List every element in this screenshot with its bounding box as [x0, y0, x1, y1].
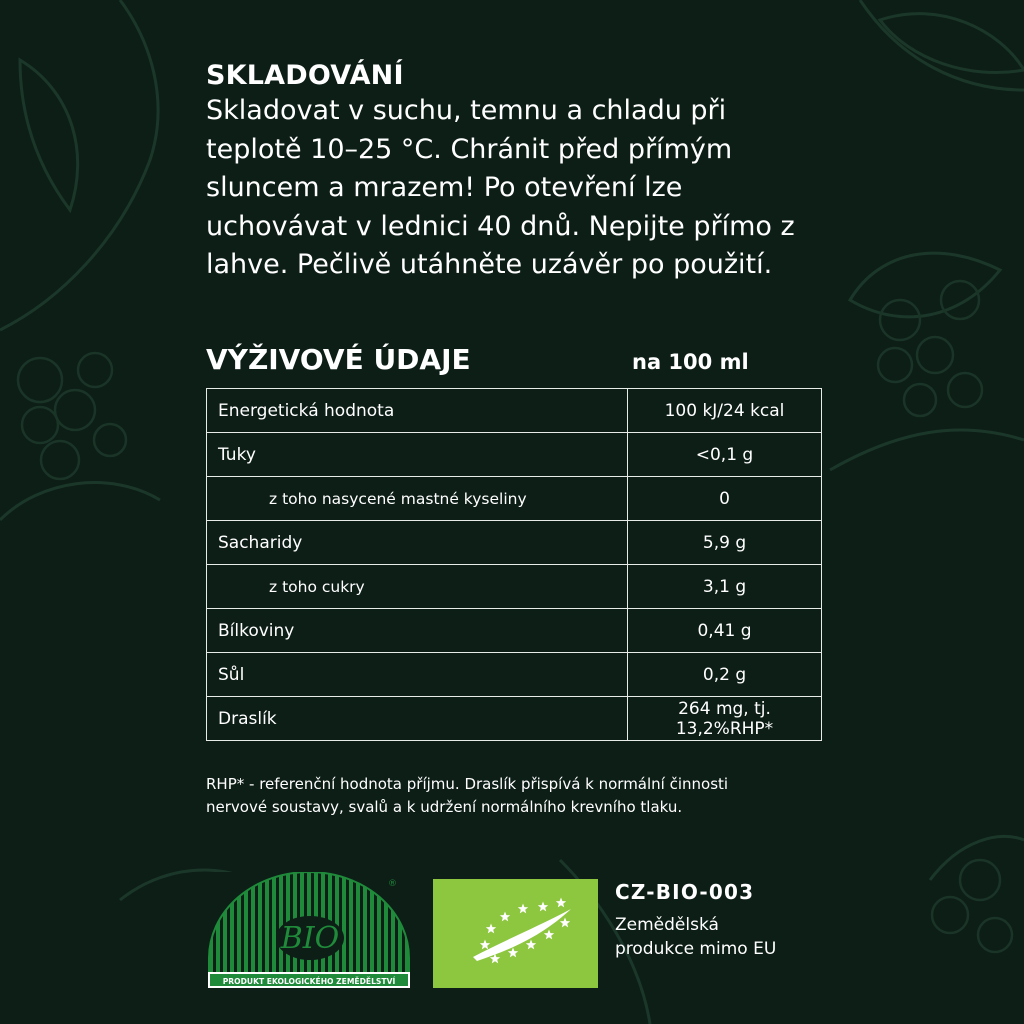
table-row — [207, 389, 822, 433]
nutrient-name: Sůl — [207, 653, 628, 697]
nutrient-value: 3,1 g — [628, 565, 822, 609]
eu-star-icon — [508, 948, 518, 958]
nutrient-name: Tuky — [207, 433, 628, 477]
nutrient-value: 0,2 g — [628, 653, 822, 697]
bio-logo-script: BIO — [280, 921, 340, 956]
origin-line-2: produkce mimo EU — [615, 939, 777, 959]
origin-line-1: Zemědělská — [615, 915, 719, 935]
eu-organic-logo — [433, 879, 598, 988]
nutrient-value: 0 — [628, 477, 822, 521]
table-row — [207, 565, 822, 609]
nutrient-value: 100 kJ/24 kcal — [628, 389, 822, 433]
storage-title: SKLADOVÁNÍ — [206, 60, 404, 91]
czech-bio-logo — [206, 872, 412, 990]
table-row — [207, 697, 822, 741]
nutrient-value: 0,41 g — [628, 609, 822, 653]
eu-star-icon — [480, 940, 490, 950]
storage-text: Skladovat v suchu, temnu a chladu při teplotě 10–25 °C. Chránit před přímým sluncem a mrazem! Po otevření lze uchovávat v lednici 40 dnů. Nepijte přímo z lahve. Pečlivě utáhněte uzávěr po použití. — [206, 95, 795, 280]
table-row — [207, 433, 822, 477]
eu-star-icon — [526, 940, 536, 950]
eu-star-icon — [518, 904, 528, 914]
footnote-line-2: nervové soustavy, svalů a k udržení normálního krevního tlaku. — [206, 798, 683, 816]
nutrient-name: Bílkoviny — [207, 609, 628, 653]
rhp-footnote — [206, 773, 846, 819]
eu-star-icon — [500, 912, 510, 922]
nutrient-value: 264 mg, tj. 13,2%RHP* — [628, 697, 822, 741]
table-row — [207, 653, 822, 697]
per-100ml-label: na 100 ml — [632, 350, 749, 374]
nutrient-value: 5,9 g — [628, 521, 822, 565]
table-row — [207, 521, 822, 565]
eu-star-icon — [556, 898, 566, 908]
nutrition-title: VÝŽIVOVÉ ÚDAJE — [206, 343, 471, 376]
nutrient-name: Energetická hodnota — [207, 389, 628, 433]
nutrient-name: z toho cukry — [207, 565, 628, 609]
certification-code: CZ-BIO-003 — [615, 880, 755, 904]
eu-star-icon — [538, 902, 548, 912]
svg-text:®: ® — [388, 879, 397, 889]
footnote-line-1: RHP* - referenční hodnota příjmu. Draslík přispívá k normální činnosti — [206, 775, 729, 793]
nutrition-table — [206, 388, 822, 741]
eu-star-icon — [544, 930, 554, 940]
bio-logo-text: PRODUKT EKOLOGICKÉHO ZEMĚDĚLSTVÍ — [222, 977, 396, 986]
eu-star-icon — [486, 924, 496, 934]
nutrient-name: z toho nasycené mastné kyseliny — [207, 477, 628, 521]
table-row — [207, 609, 822, 653]
eu-star-icon — [560, 918, 570, 928]
nutrient-name: Draslík — [207, 697, 628, 741]
table-row — [207, 477, 822, 521]
nutrient-name: Sacharidy — [207, 521, 628, 565]
nutrient-value: <0,1 g — [628, 433, 822, 477]
